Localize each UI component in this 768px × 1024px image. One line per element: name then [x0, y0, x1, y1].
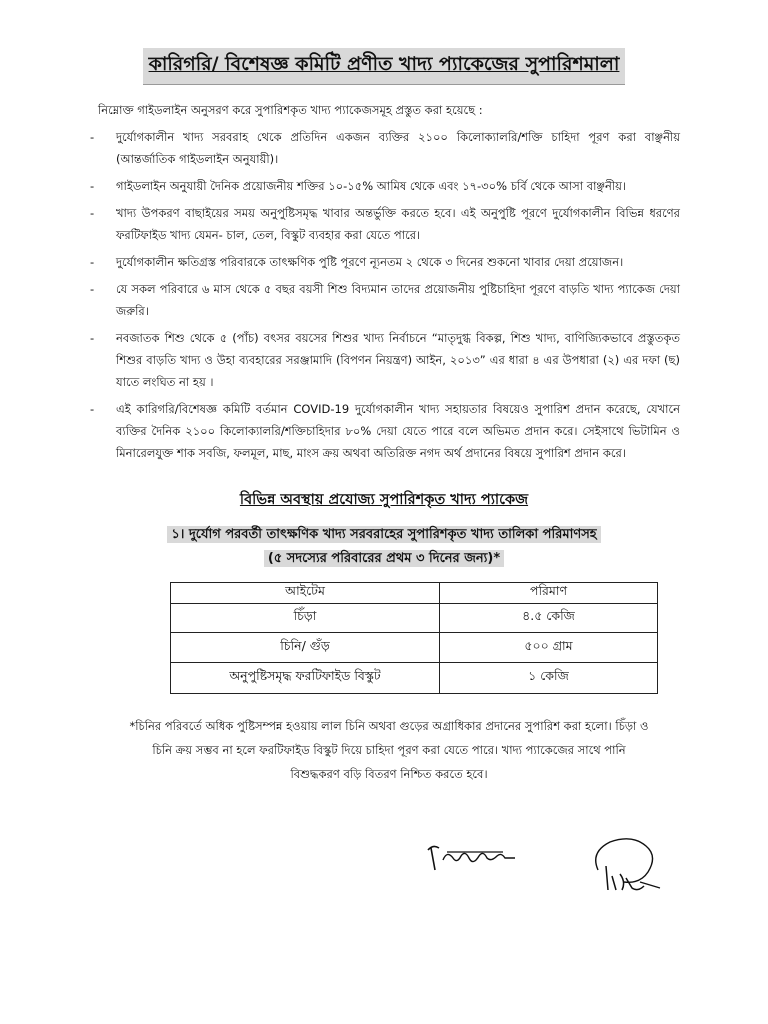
section-heading-line1: ১। দুর্যোগ পরবর্তী তাৎক্ষণিক খাদ্য সরবরাহের সুপারিশকৃত খাদ্য তালিকা পরিমাণসহ — [167, 526, 600, 543]
food-package-table — [170, 582, 658, 694]
section-heading — [0, 523, 768, 571]
footnote: *চিনির পরিবর্তে অধিক পুষ্টিসম্পন্ন হওয়ায় লাল চিনি অথবা গুড়ের অগ্রাধিকার প্রদানের সুপারিশ করা হলো। চিঁড়া ও চিনি ক্রয় সম্ভব না হলে ফরটিফাইড বিস্কুট দিয়ে চাহিদা পূরণ করা যেতে পারে। খাদ্য প্যাকেজের সাথে পানি বিশুদ্ধকরণ বড়ি বিতরণ নিশ্চিত করতে হবে। — [129, 719, 649, 781]
guideline-item: - গাইডলাইন অনুযায়ী দৈনিক প্রয়োজনীয় শক্তির ১০-১৫% আমিষ থেকে এবং ১৭-৩০% চর্বি থেকে আসা বাঞ্ছনীয়। — [90, 179, 627, 193]
table-cell-quantity: ৪.৫ কেজি — [440, 604, 658, 633]
table-header-row — [171, 583, 658, 604]
table-row — [171, 663, 658, 694]
table-cell-item: অনুপুষ্টিসমৃদ্ধ ফরটিফাইড বিস্কুট — [171, 663, 440, 694]
table-header-item: আইটেম — [171, 583, 440, 604]
guideline-list — [90, 126, 680, 469]
intro-text: নিম্নোক্ত গাইডলাইন অনুসরণ করে সুপারিশকৃত খাদ্য প্যাকেজসমূহ প্রস্তুত করা হয়েছে : — [98, 103, 483, 117]
guideline-item: - নবজাতক শিশু থেকে ৫ (পাঁচ) বৎসর বয়সের শিশুর খাদ্য নির্বাচনে “মাতৃদুগ্ধ বিকল্প, শিশু খাদ্য, বাণিজ্যিকভাবে প্রস্তুতকৃত শিশুর বাড়তি খাদ্য ও উহা ব্যবহারের সরঞ্জামাদি (বিপণন নিয়ন্ত্রণ) আইন, ২০১৩” এর ধারা ৪ এর উপধারা (২) এর দফা (ছ) যাতে লংঘিত না হয় । — [90, 331, 680, 389]
guideline-item: - দুর্যোগকালীন ক্ষতিগ্রস্ত পরিবারকে তাৎক্ষণিক পুষ্টি পূরণে ন্যূনতম ২ থেকে ৩ দিনের শুকনো খাবার দেয়া প্রয়োজন। — [90, 255, 624, 269]
guideline-item: - যে সকল পরিবারে ৬ মাস থেকে ৫ বছর বয়সী শিশু বিদ্যমান তাদের প্রয়োজনীয় পুষ্টিচাহিদা পূরণে বাড়তি খাদ্য প্যাকেজ দেয়া জরুরি। — [90, 282, 680, 318]
signature-2 — [580, 832, 670, 896]
packages-subtitle: বিভিন্ন অবস্থায় প্রযোজ্য সুপারিশকৃত খাদ্য প্যাকেজ — [239, 492, 529, 508]
guideline-item: - দুর্যোগকালীন খাদ্য সরবরাহ থেকে প্রতিদিন একজন ব্যক্তির ২১০০ কিলোক্যালরি/শক্তি চাহিদা পূরণ করা বাঞ্ছনীয় (আন্তর্জাতিক গাইডলাইন অনুযায়ী)। — [90, 130, 680, 166]
table-cell-item: চিনি/ গুঁড় — [171, 633, 440, 663]
table-row — [171, 604, 658, 633]
section-heading-line2: (৫ সদস্যের পরিবারের প্রথম ৩ দিনের জন্য)* — [264, 550, 504, 567]
table-cell-quantity: ৫০০ গ্রাম — [440, 633, 658, 663]
signature-1 — [425, 838, 525, 878]
table-header-quantity: পরিমাণ — [440, 583, 658, 604]
document-title: কারিগরি/ বিশেষজ্ঞ কমিটি প্রণীত খাদ্য প্যাকেজের সুপারিশমালা — [0, 48, 768, 85]
guideline-item: - খাদ্য উপকরণ বাছাইয়ের সময় অনুপুষ্টিসমৃদ্ধ খাবার অন্তর্ভুক্তি করতে হবে। এই অনুপুষ্টি পূরণে দুর্যোগকালীন বিভিন্ন ধরণের ফরটিফাইড খাদ্য যেমন- চাল, তেল, বিস্কুট ব্যবহার করা যেতে পারে। — [90, 206, 680, 242]
table-row — [171, 633, 658, 663]
guideline-item: - এই কারিগরি/বিশেষজ্ঞ কমিটি বর্তমান COVID-19 দুর্যোগকালীন খাদ্য সহায়তার বিষয়েও সুপারিশ প্রদান করেছে, যেখানে ব্যক্তির দৈনিক ২১০০ কিলোক্যালরি/শক্তিচাহিদার ৮০% দেয়া যেতে পারে বলে অভিমত প্রদান করে। সেইসাথে ভিটামিন ও মিনারেলযুক্ত শাক সবজি, ফলমূল, মাছ, মাংস ক্রয় অথবা অতিরিক্ত নগদ অর্থ প্রদানের বিষয়ে সুপারিশ প্রদান করে। — [90, 402, 680, 460]
table-cell-quantity: ১ কেজি — [440, 663, 658, 694]
table-cell-item: চিঁড়া — [171, 604, 440, 633]
